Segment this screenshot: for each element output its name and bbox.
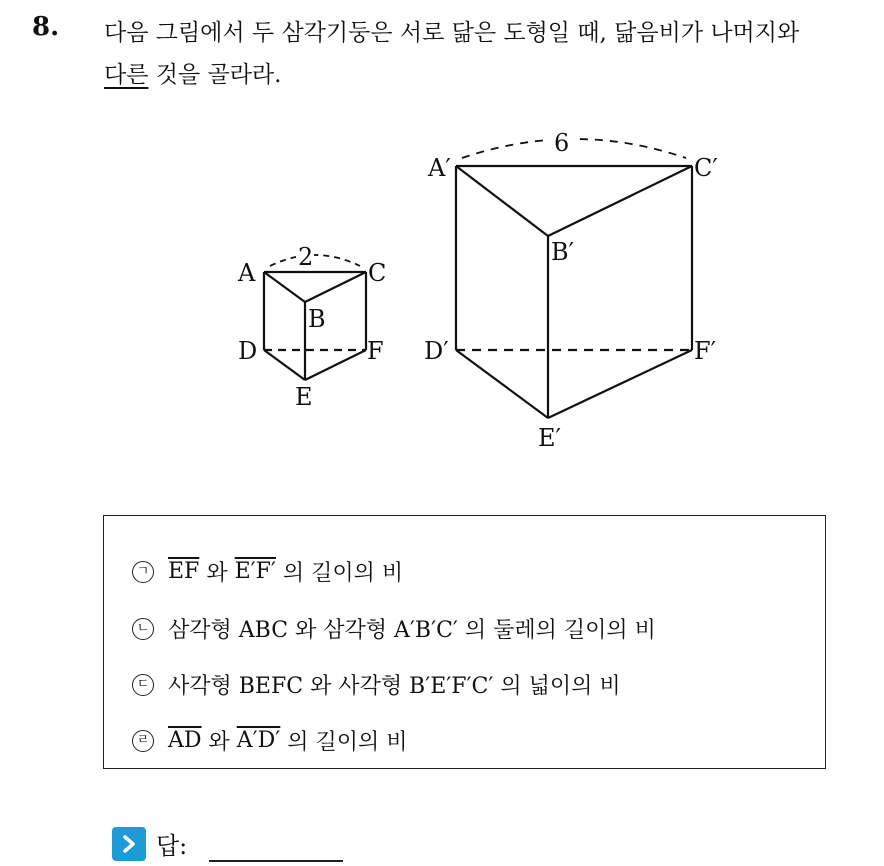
vertex-label-c-prime: C′	[694, 154, 718, 182]
small-length-label: 2	[298, 243, 314, 271]
option-text: 삼각형 ABC 와 삼각형 A′B′C′ 의 둘레의 길이의 비	[168, 618, 656, 643]
options-box	[103, 515, 826, 769]
question-text-rest: 것을 골라라.	[148, 62, 282, 88]
option-marker: ㄹ	[132, 730, 154, 752]
vertex-label-e: E	[295, 383, 313, 411]
vertex-label-f: F	[367, 337, 384, 365]
option-text: 와	[201, 730, 237, 755]
option-marker: ㄱ	[132, 561, 154, 583]
option-text: 사각형 BEFC 와 사각형 B′E′F′C′ 의 넓이의 비	[168, 674, 621, 699]
vertex-label-f-prime: F′	[694, 337, 717, 365]
answer-row	[112, 826, 343, 862]
chevron-right-icon	[112, 827, 146, 861]
option-2	[132, 613, 656, 644]
segment-ad: $\overline{AD}$	[168, 728, 202, 753]
segment-ef: $\overline{EF}$	[168, 559, 200, 584]
option-marker: ㄴ	[132, 618, 154, 640]
segment-e-prime-f-prime: E′F′	[234, 559, 276, 584]
segment-a-prime-d-prime: A′D′	[236, 728, 281, 753]
vertex-label-a-prime: A′	[428, 154, 451, 182]
question-number: 8.	[32, 12, 60, 42]
vertex-label-a: A	[238, 259, 256, 287]
vertex-label-e-prime: E′	[538, 424, 561, 452]
option-text: 의 길이의 비	[275, 561, 404, 586]
option-1	[132, 556, 403, 587]
large-length-label: 6	[554, 129, 570, 157]
option-text: 의 길이의 비	[280, 730, 408, 755]
option-4	[132, 725, 408, 756]
answer-label: 답:	[156, 832, 188, 861]
vertex-label-b-prime: B′	[551, 238, 575, 266]
large-prism	[456, 139, 692, 418]
option-3	[132, 669, 621, 700]
vertex-label-b: B	[308, 305, 326, 333]
option-text: 와	[199, 561, 235, 586]
vertex-label-c: C	[368, 259, 387, 287]
question-underlined-word: 다른	[104, 62, 149, 88]
vertex-label-d-prime: D′	[424, 337, 449, 365]
vertex-label-d: D	[238, 337, 258, 365]
answer-input-line[interactable]	[209, 860, 343, 862]
option-marker: ㄷ	[132, 674, 154, 696]
question-text-line1: 다음 그림에서 두 삼각기둥은 서로 닮은 도형일 때, 닮음비가 나머지와	[104, 20, 800, 46]
